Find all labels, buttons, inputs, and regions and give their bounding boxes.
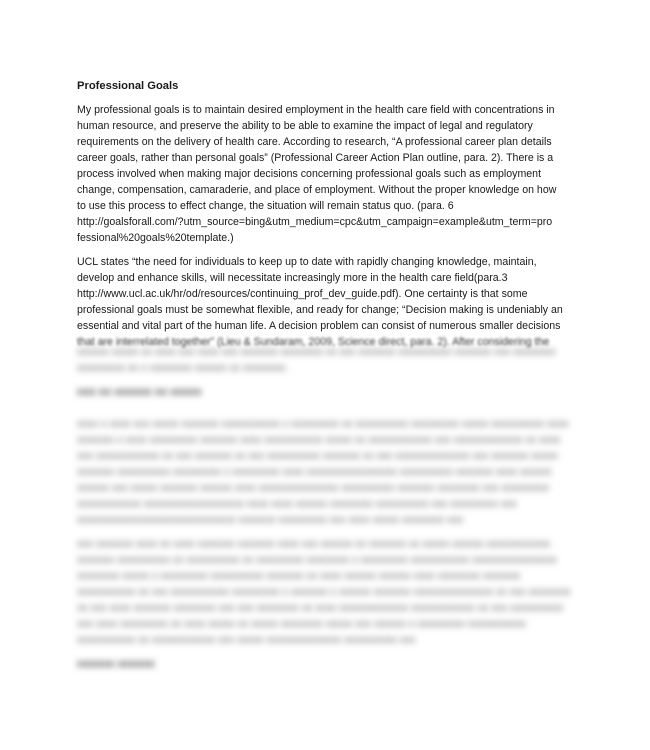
paragraph-line: process involved when making major decisions concerning professional goals such as employment [77, 168, 542, 180]
blurred-line: xxxxxxxxxxx xx xxxx xxx xxxxxxxxxxxx xx xxx xxxxxxx xx xxx xxxxxxxxxx xxxxxxx xx xxx xxxx [77, 434, 561, 462]
paragraph-1 [77, 102, 577, 246]
blurred-line: xxxxx xxxxxxxxx xx x xxxxxxxx xxxxxx xx xxxxxxxx. [77, 346, 556, 374]
paragraph-line: develop and enhance skills, will necessitate increasingly more in the health care field(para.3 [77, 272, 508, 284]
paragraph-line: career goals, rather than personal goals” (Professional Career Action Plan outline, para. 2). There is a [77, 152, 554, 164]
section-heading: Professional Goals [77, 80, 179, 92]
blurred-line: xx xxxx xxxxxxx x xxxx xxxxxxxxx xxxxxxx xxxx xxxxxxxxxxx xxxxx xx xxxxxxxxxxxx xxx xx [77, 418, 569, 446]
blurred-line: xxxxxxx xxxx xxxx xxxxxx xxxxxxxx xxxxxxxxxx xxx xxxxxxxxx xxx xxxxxxxxxxxxxxxx [77, 498, 517, 526]
paragraph-line: human resource, and preserve the ability to be able to examine the impact of legal and regulatory [77, 120, 533, 132]
blurred-line: xxxxxx xxxxx xx xxxx xxx xxxx xxx xxxxxxx xxxxxxxx xx xxx xxxxxxx xxxxxxxxxx xxxxxxx xxx xxx [77, 346, 530, 358]
blurred-preview-region [77, 344, 577, 688]
blurred-line: xxxxxxxx xxxxxxxx xxxxx x xxxxxxxxx xxxxxxxxxx xxxxxxx xx xxxx xxxxxx xxxxxx xxxx xxx [77, 554, 557, 582]
paragraph-line: My professional goals is to maintain desired employment in the health care field with concentrations in [77, 104, 555, 116]
blurred-line: xxxxxxxxxx xxxxxxxxxx xxxxxxx xxxx xxxxxx xxxxxx xxx xxxxx xxxxxxx xxxxxx xxxx xxxxxx [77, 466, 552, 494]
paragraph-line: requirements on the delivery of health care. According to research, “A professional career plan details [77, 136, 552, 148]
paragraph-line: http://goalsforall.com/?utm_source=bing&utm_medium=cpc&utm_campaign=example&utm_term=pro [77, 216, 553, 228]
paragraph-line: essential and vital part of the human life. A decision problem can consist of numerous smaller decisions [77, 320, 561, 332]
blurred-line: xxxx x xxxx xxx xxxxx xxxxxxx xxxxxxxxxxx x xxxxxxxxx xx xxxxxxxxxx xxxxxxxxx xxxxx xxxxxxxx [77, 418, 534, 430]
blurred-line: xxxxxxxxxx xx xxx xxxxxxxx xx xxx xxxx xxxxxxx xxxxxxxx xxx xxx xxxxxxxx xx xxxx xxxx [77, 586, 571, 614]
paragraph-line: to use this process to effect change, the situation will remain status quo. (para. 6 [77, 200, 454, 212]
paragraph-line: http://www.ucl.ac.uk/hr/od/resources/continuing_prof_dev_guide.pdf). One certainty is that some [77, 288, 528, 300]
blurred-line: xxxxxxxxxx xxx xxxxxxx xxxxx xxxxxxx xxxxxxxxxx xxxxxxxxx x xxxxxxxxx xxxx xxxxxxx [77, 450, 558, 478]
paragraph-2 [77, 254, 577, 350]
blurred-paragraph-4 [77, 536, 577, 648]
paragraph-line: change, compensation, camaraderie, and place of employment. Without the proper knowledge on how [77, 184, 557, 196]
blurred-heading-2: xxx xx xxxxxx xx xxxxx [77, 386, 202, 398]
paragraph-line: fessional%20goals%20template.) [77, 232, 234, 244]
blurred-paragraph-3 [77, 416, 577, 528]
blurred-line: xxxxxxxxxxxxxx xxxxxxx xxxxxxxxx xxx xxxx xxxxx xxxxxxxx xxx [161, 514, 464, 526]
paragraph-line: professional goals must be somewhat flexible, and ready for change; “Decision making is undeniably an [77, 304, 563, 316]
paragraph-line: that are interrelated together” (Lieu & Sundaram, 2009, Science direct, para. 2). After considering the [77, 336, 550, 348]
blurred-line: xxxxxxxxx xxxxxxxxxx xxxxxxx xxxxxxxx xxx xxxxxxxxx xxxxxxxxxxxx xxxxxxxxxxxx [77, 482, 550, 510]
paragraph-line: UCL states “the need for individuals to keep up to date with rapidly changing knowledge, maintain, [77, 256, 537, 268]
blurred-line: xxx xxxxxxx xxxx xx xxxx xxxxxxx xxxxxxx xxxx xxx xxxxxx xx xxxxxxx xx xxxxx xxxxxx xxxxxxxx [77, 538, 530, 550]
blurred-line: xxxxxxxxx xxxxxxxxxx xxx [293, 634, 416, 646]
document-content [77, 78, 577, 358]
blurred-line: xxxx xxxxxxx xxxxxxxxxx xx xxxxxxxxxx xx xxxxxxxxx xxxxxxxx x xxxxxxxxx xxxxxxxxxxx xxxxxxxx [77, 538, 551, 566]
blurred-heading-3: xxxxxx xxxxxx [77, 658, 155, 670]
blurred-line: xxxxx xxxxxxx xxxxxxxxxxx xx xxx xxxxxxxxxxx xxxxxxxxx x xxxxxxx x xxxxxx xxxxxxx xxxxx [77, 570, 521, 598]
blurred-paragraph-tail [77, 344, 577, 376]
blurred-line: xx xxxxx xxx xxxxxx x xxxxxxxxx xxxxxxxxxxx xxxxxxxxxxx xx xxxxxxxxxxxx xxx xxxxx xxxxx [77, 618, 527, 646]
blurred-line: xxxxxxxxx xxxxxxxxxxxx xx xxx xxxxxxxxxx xxx xxxx xxxxxxxxx xx xxxx xxxxx xx xxxxx xxxxxx [77, 602, 564, 630]
